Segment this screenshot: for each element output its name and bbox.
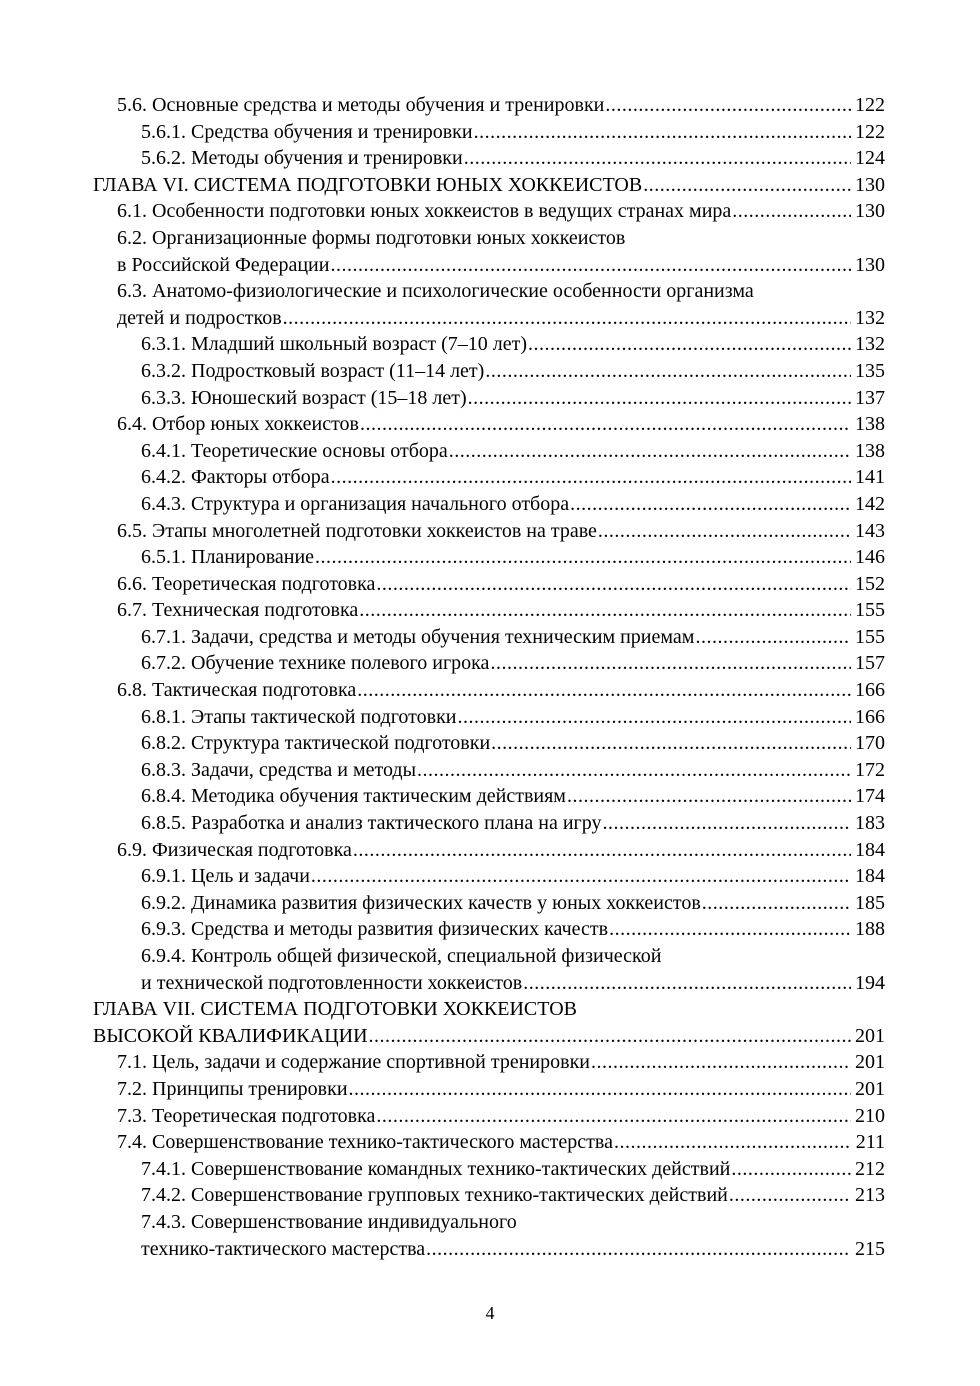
toc-entry-title: 6.4. Отбор юных хоккеистов	[117, 413, 359, 436]
toc-line	[0, 358, 980, 385]
toc-line	[0, 1156, 980, 1183]
toc-entry-page: 212	[855, 1157, 885, 1180]
toc-entry-title: 6.9.2. Динамика развития физических качеств у юных хоккеистов	[141, 891, 701, 914]
toc-entry[interactable]	[141, 385, 885, 412]
toc-entry-page: 211	[855, 1131, 885, 1154]
toc-entry-title: ВЫСОКОЙ КВАЛИФИКАЦИИ	[93, 1024, 368, 1047]
toc-entry-page: 122	[855, 94, 885, 116]
toc-line	[0, 996, 980, 1023]
toc-entry-title: 6.4.2. Факторы отбора	[141, 466, 330, 489]
toc-entry-title: 6.8.2. Структура тактической подготовки	[141, 732, 491, 755]
toc-line	[0, 704, 980, 731]
dot-leader	[375, 1103, 851, 1130]
toc-entry-title: 6.3.1. Младший школьный возраст (7–10 лет)	[141, 333, 528, 356]
toc-entry-title: 6.5. Этапы многолетней подготовки хоккеистов на траве	[117, 519, 597, 542]
toc-line	[0, 1182, 980, 1209]
toc-entry-title[interactable]: 6.9.4. Контроль общей физической, специальной физической	[141, 945, 662, 967]
dot-leader	[314, 544, 851, 571]
dot-leader	[597, 518, 851, 545]
toc-line	[0, 810, 980, 837]
toc-entry-title: 6.8.1. Этапы тактической подготовки	[141, 705, 457, 728]
dot-leader	[310, 863, 851, 890]
toc-entry-title[interactable]: ГЛАВА VII. СИСТЕМА ПОДГОТОВКИ ХОККЕИСТОВ	[93, 998, 577, 1021]
dot-leader	[522, 970, 851, 997]
toc-entry-page: 184	[855, 865, 885, 888]
toc-entry-title[interactable]: 7.4.3. Совершенствование индивидуального	[141, 1210, 517, 1233]
table-of-contents	[0, 92, 980, 1262]
toc-entry[interactable]	[117, 198, 885, 225]
toc-line	[0, 385, 980, 412]
dot-leader	[490, 730, 851, 757]
toc-line	[0, 837, 980, 864]
toc-entry[interactable]	[141, 1182, 885, 1209]
toc-entry-page: 138	[855, 439, 885, 462]
toc-line	[0, 783, 980, 810]
toc-entry[interactable]	[117, 518, 885, 545]
toc-entry-title: 6.7.1. Задачи, средства и методы обучения техническим приемам	[141, 625, 695, 648]
toc-entry-page: 146	[855, 546, 885, 569]
toc-line	[0, 916, 980, 943]
toc-entry[interactable]	[141, 491, 885, 518]
toc-entry-title: 6.4.3. Структура и организация начального отбора	[141, 492, 570, 515]
toc-entry-page: 174	[855, 785, 885, 808]
toc-line	[0, 225, 980, 252]
toc-entry-page: 130	[855, 253, 885, 276]
toc-line	[0, 331, 980, 358]
toc-entry[interactable]	[141, 890, 885, 917]
toc-entry-title: 7.2. Принципы тренировки	[117, 1077, 348, 1100]
toc-line	[0, 1103, 980, 1130]
toc-entry-title: 5.6. Основные средства и методы обучения и тренировки	[117, 94, 605, 116]
dot-leader	[348, 1076, 851, 1103]
dot-leader	[473, 119, 851, 146]
dot-leader	[329, 252, 851, 279]
toc-entry-page: 124	[855, 147, 885, 170]
dot-leader	[425, 1236, 851, 1263]
dot-leader	[601, 810, 851, 837]
toc-entry-page: 166	[855, 705, 885, 728]
toc-entry[interactable]	[117, 252, 885, 279]
toc-entry-title[interactable]: 6.3. Анатомо-физиологические и психологические особенности организма	[117, 280, 754, 303]
toc-line	[0, 650, 980, 677]
toc-entry-title: 7.1. Цель, задачи и содержание спортивной тренировки	[117, 1051, 590, 1074]
toc-entry-title: 7.4.2. Совершенствование групповых технико-тактических действий	[141, 1184, 728, 1207]
dot-leader	[448, 438, 851, 465]
toc-line	[0, 252, 980, 279]
toc-line	[0, 411, 980, 438]
toc-entry-page: 183	[855, 812, 885, 835]
toc-entry-page: 141	[855, 466, 885, 489]
toc-line	[0, 970, 980, 997]
toc-entry[interactable]	[141, 916, 885, 943]
dot-leader	[642, 172, 851, 199]
toc-entry-page: 132	[855, 306, 885, 329]
toc-line	[0, 863, 980, 890]
toc-entry-title[interactable]: 6.2. Организационные формы подготовки юных хоккеистов	[117, 226, 626, 249]
dot-leader	[608, 916, 851, 943]
toc-entry[interactable]	[141, 863, 885, 890]
toc-line	[0, 624, 980, 651]
toc-entry-title: 6.5.1. Планирование	[141, 546, 315, 569]
toc-entry[interactable]	[141, 1236, 885, 1263]
toc-entry[interactable]	[141, 464, 885, 491]
toc-entry-title: 6.1. Особенности подготовки юных хоккеистов в ведущих странах мира	[117, 200, 732, 223]
toc-entry[interactable]	[141, 145, 885, 172]
dot-leader	[352, 837, 851, 864]
dot-leader	[484, 358, 851, 385]
toc-line	[0, 145, 980, 172]
dot-leader	[282, 305, 851, 332]
dot-leader	[375, 571, 851, 598]
toc-entry-title: 7.4. Совершенствование технико-тактического мастерства	[117, 1131, 613, 1154]
toc-entry[interactable]	[141, 810, 885, 837]
toc-entry-title: технико-тактического мастерства	[141, 1237, 426, 1260]
toc-line	[0, 172, 980, 199]
toc-entry[interactable]	[141, 704, 885, 731]
toc-entry-title: 5.6.1. Средства обучения и тренировки	[141, 120, 473, 143]
dot-leader	[457, 704, 852, 731]
toc-entry-page: 201	[855, 1024, 885, 1047]
toc-entry[interactable]	[141, 624, 885, 651]
dot-leader	[463, 145, 851, 172]
toc-line	[0, 198, 980, 225]
toc-line	[0, 1049, 980, 1076]
toc-line	[0, 491, 980, 518]
toc-line	[0, 305, 980, 332]
toc-entry-page: 157	[855, 652, 885, 675]
dot-leader	[358, 597, 851, 624]
dot-leader	[604, 92, 851, 119]
toc-line	[0, 1023, 980, 1050]
dot-leader	[330, 464, 851, 491]
toc-entry-page: 130	[855, 200, 885, 223]
dot-leader	[730, 1156, 851, 1183]
toc-entry[interactable]	[117, 1049, 885, 1076]
toc-entry-page: 132	[855, 333, 885, 356]
toc-entry[interactable]	[141, 544, 885, 571]
toc-entry[interactable]	[141, 438, 885, 465]
toc-entry[interactable]	[141, 1156, 885, 1183]
toc-entry[interactable]	[117, 837, 885, 864]
toc-entry-page: 155	[855, 599, 885, 622]
toc-entry[interactable]	[141, 757, 885, 784]
toc-entry[interactable]	[141, 119, 885, 146]
toc-entry-page: 135	[855, 359, 885, 382]
dot-leader	[359, 411, 851, 438]
toc-entry[interactable]	[141, 331, 885, 358]
toc-entry[interactable]	[117, 411, 885, 438]
toc-entry-page: 184	[855, 838, 885, 861]
toc-entry-page: 137	[855, 386, 885, 409]
toc-entry-page: 194	[855, 971, 885, 994]
toc-entry-page: 210	[855, 1104, 885, 1127]
toc-entry-title: в Российской Федерации	[117, 253, 330, 276]
toc-entry-page: 122	[855, 120, 885, 143]
toc-line	[0, 544, 980, 571]
dot-leader	[416, 757, 851, 784]
toc-entry-title: 6.7. Техническая подготовка	[117, 599, 359, 622]
toc-entry-page: 215	[855, 1237, 885, 1260]
toc-line	[0, 92, 980, 119]
toc-entry-title: 6.8.5. Разработка и анализ тактического плана на игру	[141, 812, 602, 835]
toc-line	[0, 518, 980, 545]
toc-line	[0, 1209, 980, 1236]
toc-line	[0, 278, 980, 305]
toc-entry-page: 201	[855, 1051, 885, 1074]
toc-line	[0, 1236, 980, 1263]
toc-entry-title: 6.3.3. Юношеский возраст (15–18 лет)	[141, 386, 467, 409]
toc-line	[0, 119, 980, 146]
toc-entry-title: 5.6.2. Методы обучения и тренировки	[141, 147, 463, 170]
toc-entry[interactable]	[141, 730, 885, 757]
toc-entry-page: 213	[855, 1184, 885, 1207]
dot-leader	[613, 1129, 851, 1156]
dot-leader	[566, 783, 851, 810]
toc-entry[interactable]	[141, 650, 885, 677]
toc-entry-page: 143	[855, 519, 885, 542]
page-number: 4	[485, 1303, 495, 1323]
toc-entry-title: 6.7.2. Обучение технике полевого игрока	[141, 652, 490, 675]
toc-entry-page: 172	[855, 758, 885, 781]
toc-entry-title: 7.3. Теоретическая подготовка	[117, 1104, 376, 1127]
dot-leader	[356, 677, 851, 704]
toc-entry-page: 155	[855, 625, 885, 648]
toc-entry-title: ГЛАВА VI. СИСТЕМА ПОДГОТОВКИ ЮНЫХ ХОККЕИСТОВ	[93, 173, 643, 196]
toc-entry[interactable]	[117, 1103, 885, 1130]
toc-line	[0, 890, 980, 917]
toc-line	[0, 677, 980, 704]
toc-entry[interactable]	[117, 677, 885, 704]
toc-entry-title: 6.9.3. Средства и методы развития физических качеств	[141, 918, 609, 941]
toc-entry[interactable]	[117, 571, 885, 598]
toc-line	[0, 1076, 980, 1103]
toc-entry-page: 185	[855, 891, 885, 914]
toc-entry[interactable]	[117, 92, 885, 119]
toc-entry[interactable]	[93, 1023, 885, 1050]
toc-line	[0, 757, 980, 784]
dot-leader	[694, 624, 851, 651]
toc-entry-title: 6.9. Физическая подготовка	[117, 838, 352, 861]
toc-entry[interactable]	[141, 358, 885, 385]
toc-line	[0, 1129, 980, 1156]
toc-entry-page: 138	[855, 413, 885, 436]
toc-entry-page: 170	[855, 732, 885, 755]
toc-entry-page: 166	[855, 679, 885, 702]
dot-leader	[489, 650, 851, 677]
toc-entry[interactable]	[117, 1129, 885, 1156]
toc-entry-title: 6.3.2. Подростковый возраст (11–14 лет)	[141, 359, 485, 382]
toc-entry-page: 152	[855, 572, 885, 595]
dot-leader	[467, 385, 851, 412]
dot-leader	[728, 1182, 851, 1209]
toc-entry[interactable]	[93, 172, 885, 199]
toc-entry-title: детей и подростков	[117, 306, 282, 329]
toc-entry-page: 130	[855, 173, 885, 196]
toc-entry-title: 6.9.1. Цель и задачи	[141, 865, 310, 888]
toc-entry-title: 6.8.3. Задачи, средства и методы	[141, 758, 416, 781]
dot-leader	[701, 890, 851, 917]
toc-entry[interactable]	[141, 970, 885, 997]
dot-leader	[527, 331, 851, 358]
toc-line	[0, 571, 980, 598]
toc-entry[interactable]	[141, 783, 885, 810]
toc-entry-title: и технической подготовленности хоккеистов	[141, 971, 523, 994]
toc-entry[interactable]	[117, 1076, 885, 1103]
dot-leader	[569, 491, 851, 518]
toc-line	[0, 464, 980, 491]
toc-entry[interactable]	[117, 305, 885, 332]
dot-leader	[368, 1023, 851, 1050]
dot-leader	[590, 1049, 851, 1076]
toc-entry-title: 6.8. Тактическая подготовка	[117, 679, 357, 702]
toc-line	[0, 438, 980, 465]
toc-entry-title: 6.4.1. Теоретические основы отбора	[141, 439, 448, 462]
toc-entry-page: 201	[855, 1077, 885, 1100]
dot-leader	[731, 198, 851, 225]
toc-line	[0, 943, 980, 970]
toc-entry[interactable]	[117, 597, 885, 624]
toc-entry-page: 188	[855, 918, 885, 941]
toc-line	[0, 597, 980, 624]
toc-line	[0, 730, 980, 757]
toc-entry-title: 6.6. Теоретическая подготовка	[117, 572, 376, 595]
toc-entry-page: 142	[855, 492, 885, 515]
toc-entry-title: 6.8.4. Методика обучения тактическим действиям	[141, 785, 566, 808]
toc-entry-title: 7.4.1. Совершенствование командных технико-тактических действий	[141, 1157, 731, 1180]
